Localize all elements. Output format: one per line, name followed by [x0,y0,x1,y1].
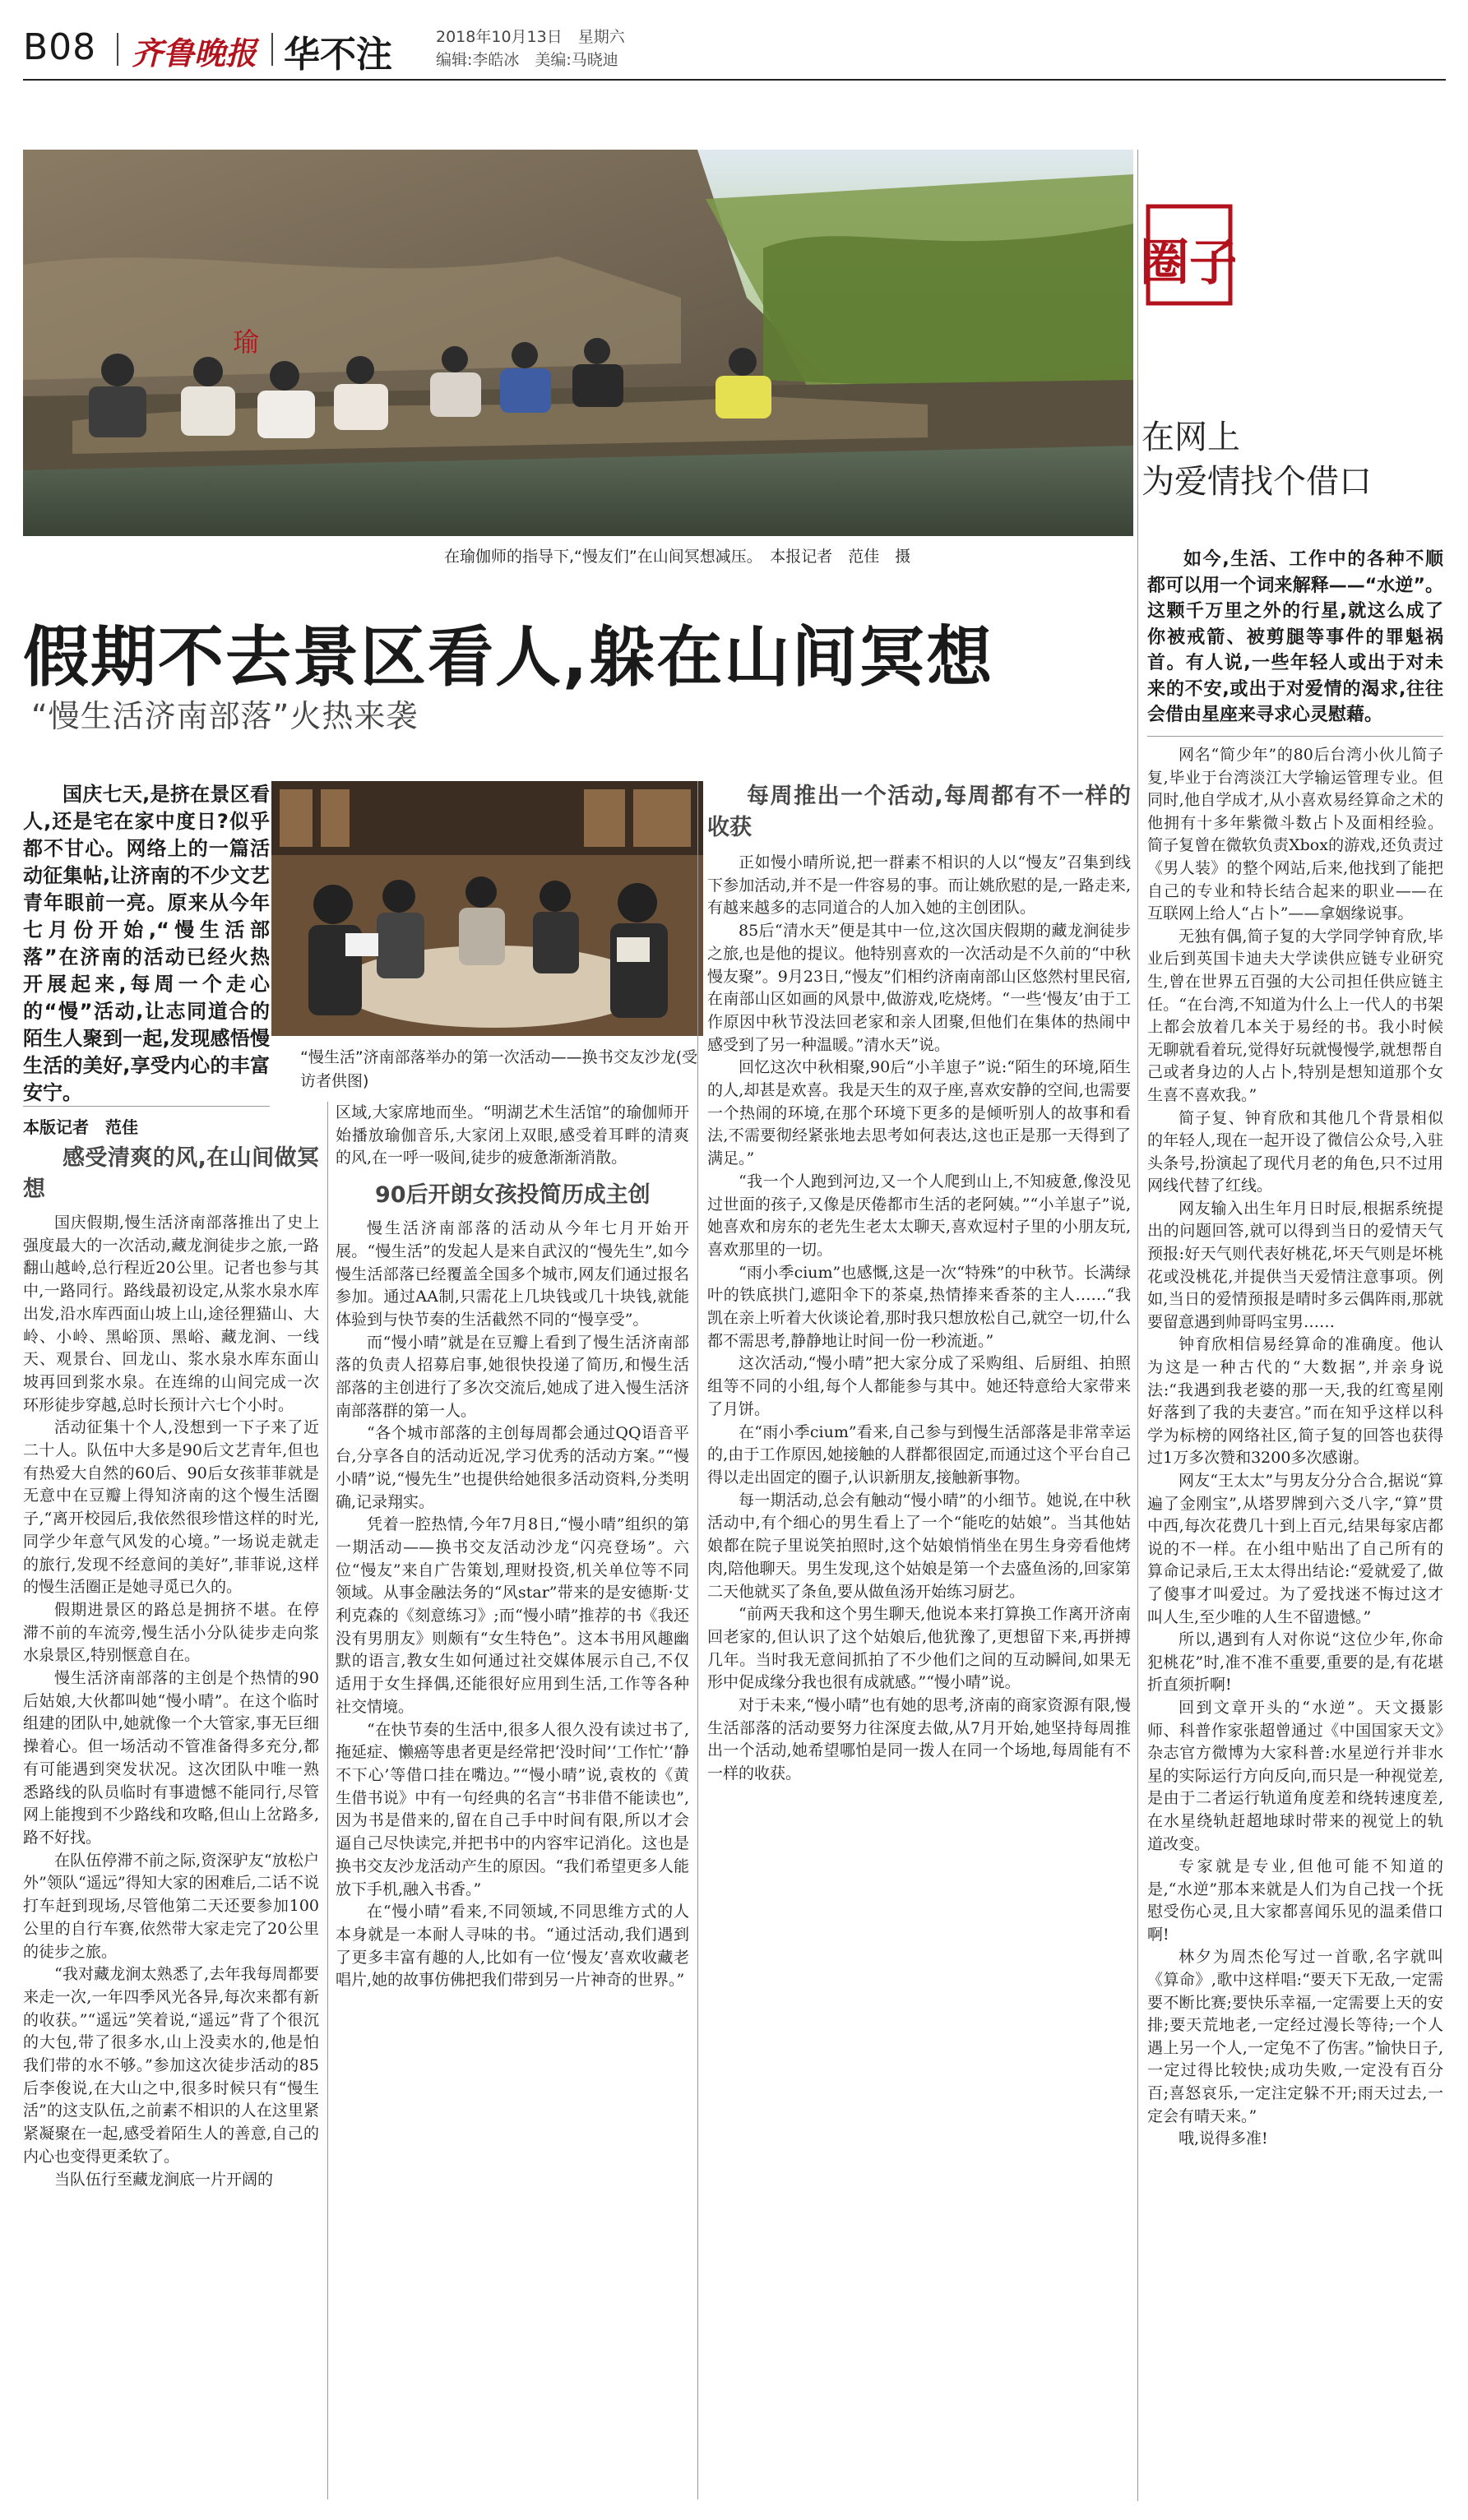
paragraph: “各个城市部落的主创每周都会通过QQ语音平台,分享各自的活动近况,学习优秀的活动方案。”“慢小晴”说,“慢先生”也提供给她很多活动资料,分类明确,记录翔实。 [336,1424,689,1511]
article-column-3 [707,781,1131,2504]
byline-rule [23,1106,270,1107]
rock-graffiti: 瑜 [233,326,260,358]
paragraph: 在队伍停滞不前之际,资深驴友“放松户外”领队“遥远”得知大家的困难后,二话不说打车赶到现场,尽管他第二天还要参加100公里的自行车赛,依然带大家走完了20公里的徒步之旅。 [23,1851,319,1961]
paragraph: “在快节奏的生活中,很多人很久没有读过书了,拖延症、懒癌等患者更是经常把‘没时间’‘工作忙’‘静不下心’等借口挂在嘴边。”“慢小晴”说,袁枚的《黄生借书说》中有一句经典的名言“书非借不能读也”,因为书是借来的,留在自己手中时间有限,所以才会逼自己尽快读完,并把书中的内容牢记消化。这也是换书交友沙龙活动产生的原因。“我们希望更多人能放下手机,融入书香。” [336,1720,689,1898]
lead-paragraph: 国庆七天,是挤在景区看人,还是宅在家中度日?似乎都不甘心。网络上的一篇活动征集帖,让济南的不少文艺青年眼前一亮。原来从今年七月份开始,“慢生活部落”在济南的活动已经火热开展起来,每周一个走心的“慢”活动,让志同道合的陌生人聚到一起,发现感悟慢生活的美好,享受内心的丰富安宁。 [23,783,270,1104]
bookstore-photo [271,781,703,1036]
column-divider [327,1102,328,2499]
subheadline: “慢生活济南部落”火热来袭 [31,698,419,734]
paragraph: 在“慢小晴”看来,不同领域,不同思维方式的人本身就是一本耐人寻味的书。“通过活动,我们遇到了更多丰富有趣的人,比如有一位‘慢友’喜欢收藏老唱片,她的故事仿佛把我们带到另一片神奇的世界。” [336,1903,689,1990]
paragraph: 钟育欣相信易经算命的准确度。他认为这是一种古代的“大数据”,并亲身说法:“我遇到我老婆的那一天,我的红鸾星刚好落到了我的夫妻宫。”而在知乎这样以科学为标榜的网络社区,简子复的回答也获得过1万多次赞和3200多次感谢。 [1147,1335,1443,1468]
paragraph: 回到文章开头的“水逆”。天文摄影师、科普作家张超曾通过《中国国家天文》杂志官方微博为大家科普:水星逆行并非水星的实际运行方向反向,而只是一种视觉差,是由于二者运行轨道角度差和绕转速度差,在水星绕轨赶超地球时带来的视觉上的轨道改变。 [1147,1698,1443,1853]
main-photo-caption: 在瑜伽师的指导下,“慢友们”在山间冥想减压。 本报记者 范佳 摄 [444,548,911,566]
paragraph: 凭着一腔热情,今年7月8日,“慢小晴”组织的第一期活动——换书交友活动沙龙“闪亮登场”。六位“慢友”来自广告策划,理财投资,机关单位等不同领域。从事金融法务的“风star”带来的是安德斯·艾利克森的《刻意练习》;而“慢小晴”推荐的书《我还没有男朋友》则颇有“女生特色”。这本书用风趣幽默的语言,教女生如何通过社交媒体展示自己,不仅适用于女生择偶,还能很好应用到生活,工作等各种社交情境。 [336,1515,689,1716]
paragraph: 网友“王太太”与男友分分合合,据说“算遍了金刚宝”,从塔罗牌到六爻八字,“算”贯中西,每次花费几十到上百元,结果每家店都说的不一样。在小组中贴出了自己所有的算命记录后,王太太得出结论:“爱就爱了,做了傻事才叫爱过。为了爱找迷不悔过这才叫人生,至少唯的人生不留遗憾。” [1147,1472,1443,1626]
paragraph: 这次活动,“慢小晴”把大家分成了采购组、后厨组、拍照组等不同的小组,每个人都能参与其中。她还特意给大家带来了月饼。 [707,1354,1131,1418]
editors-credit: 编辑:李皓冰 美编:马晓迪 [436,51,618,69]
paragraph: 区域,大家席地而坐。“明湖艺术生活馆”的瑜伽师开始播放瑜伽音乐,大家闭上双眼,感受着耳畔的清爽的风,在一呼一吸间,徒步的疲惫渐渐消散。 [336,1103,689,1168]
paragraph: 网名“简少年”的80后台湾小伙儿简子复,毕业于台湾淡江大学输运管理专业。但同时,他自学成才,从小喜欢易经算命之术的他拥有十多年紫微斗数占卜及面相经验。简子复曾在微软负责Xbox的游戏,还负责过《男人装》的整个网站,后来,他找到了能把自己的专业和特长结合起来的职业——在互联网上给人“占卜”——拿姻缘说事。 [1147,746,1443,923]
paragraph: 每一期活动,总会有触动“慢小晴”的小细节。她说,在中秋活动中,有个细心的男生看上了一个“能吃的姑娘”。当其他姑娘都在院子里说笑拍照时,这个姑娘悄悄坐在男生身旁看他烤肉,陪他聊天。男生发现,这个姑娘是第一个去盛鱼汤的,回家第二天他就买了条鱼,要从做鱼汤开始练习厨艺。 [707,1491,1131,1601]
paragraph: 正如慢小晴所说,把一群素不相识的人以“慢友”召集到线下参加活动,并不是一件容易的事。而让姚欣慰的是,一路走来,有越来越多的志同道合的人加入她的主创团队。 [707,853,1131,918]
header-divider [271,33,273,66]
header-divider [117,33,118,66]
sidebar-rule [1147,736,1443,737]
column-divider [697,781,698,2499]
paragraph: 对于未来,“慢小晴”也有她的思考,济南的商家资源有限,慢生活部落的活动要努力往深度去做,从7月开始,她坚持每周推出一个活动,她希望哪怕是同一拨人在同一个场地,每周能有不一样的收获。 [707,1696,1131,1783]
byline: 本版记者 范佳 [23,1117,138,1137]
main-photo [23,150,1133,536]
article-column-2 [336,1102,689,2504]
sidebar-body [1147,744,1443,2504]
subhead-mountain-meditation: 感受清爽的风,在山间做冥想 [23,1145,319,1202]
page-number: B08 [23,26,97,68]
paragraph: 在“雨小季cium”看来,自己参与到慢生活部落是非常幸运的,由于工作原因,她接触的人群都很固定,而通过这个平台自己得以走出固定的圈子,认识新朋友,接触新事物。 [707,1422,1131,1487]
sidebar-title-line1: 在网上 [1142,418,1240,456]
headline: 假期不去景区看人,躲在山间冥想 [23,619,994,696]
paragraph: 国庆假期,慢生活济南部落推出了史上强度最大的一次活动,藏龙涧徒步之旅,一路翻山越岭,总行程近20公里。记者也参与其中,一路同行。路线最初设定,从浆水泉水库出发,沿水库西面山坡上山,途径狸猫山、大岭、小岭、黑峪顶、黑峪、藏龙涧、一线天、观景台、回龙山、浆水泉水库东面山坡再回到浆水泉。在连绵的山间完成一次环形徒步穿越,总时长预计六七个小时。 [23,1214,319,1414]
paragraph: 所以,遇到有人对你说“这位少年,你命犯桃花”时,准不准不重要,重要的是,有花堪折直须折啊! [1147,1630,1443,1695]
subhead-founder: 90后开朗女孩投简历成主创 [375,1182,651,1209]
paragraph: 假期进景区的路总是拥挤不堪。在停滞不前的车流旁,慢生活小分队徒步走向浆水泉景区,特别惬意自在。 [23,1600,319,1665]
paragraph: 专家就是专业,但他可能不知道的是,“水逆”那本来就是人们为自己找一个抚慰受伤心灵,且大家都喜闻乐见的温柔借口啊! [1147,1857,1443,1944]
sidebar-title-line2: 为爱情找个借口 [1142,463,1372,501]
paragraph: 简子复、钟育欣和其他几个背景相似的年轻人,现在一起开设了微信公众号,入驻头条号,扮演起了现代月老的角色,只不过用网线代替了红线。 [1147,1108,1443,1195]
paragraph: 哦,说得多准! [1179,2129,1268,2148]
paragraph: 而“慢小晴”就是在豆瓣上看到了慢生活济南部落的负责人招募启事,她很快投递了简历,和慢生活部落的主创进行了多次交流后,她成了进入慢生活济南部落群的第一人。 [336,1333,689,1420]
paragraph: 85后“清水天”便是其中一位,这次国庆假期的藏龙涧徒步之旅,也是他的提议。他特别喜欢的一次活动是不久前的“中秋慢友聚”。9月23日,“慢友”们相约济南南部山区悠然村里民宿,在南部山区如画的风景中,做游戏,吃烧烤。“一些‘慢友’由于工作原因中秋节没法回老家和亲人团聚,但他们在集体的热闹中感受到了另一种温暖。”清水天”说。 [707,922,1131,1054]
paragraph: 网友输入出生年月日时辰,根据系统提出的问题回答,就可以得到当日的爱情天气预报:好天气则代表好桃花,坏天气则是坏桃花或没桃花,并提供当天爱情注意事项。例如,当日的爱情预报是晴时多云偶阵雨,那就要留意遇到帅哥吗宝男…… [1147,1199,1443,1331]
paragraph: 慢生活济南部落的主创是个热情的90后姑娘,大伙都叫她“慢小晴”。在这个临时组建的团队中,她就像一个大管家,事无巨细操着心。但一场活动不管准备得多充分,都有可能遇到突发状况。这次团队中唯一熟悉路线的队员临时有事遗憾不能同行,尽管网上能搜到不少路线和攻略,但山上岔路多,路不好找。 [23,1669,319,1847]
paragraph: “雨小季cium”也感慨,这是一次“特殊”的中秋节。长满绿叶的铁底拱门,遮阳伞下的茶桌,热情捧来香茶的主人……“我凯在亲上听着大伙谈论着,那时我只想放松自己,就空一切,什么都不需思考,静静地让时间一份一秒流逝。” [707,1263,1131,1350]
section-stamp-icon [1143,201,1235,308]
paragraph: 活动征集十个人,没想到一下子来了近二十人。队伍中大多是90后文艺青年,但也有热爱大自然的60后、90后女孩菲菲就是无意中在豆瓣上得知济南的这个慢生活圈子,“离开校园后,我依然很珍惜这样的时光,同学少年意气风发的心境。”一场说走就走的旅行,发现不经意间的美好”,菲菲说,这样的慢生活圈正是她寻觅已久的。 [23,1418,319,1597]
paragraph: “我一个人跑到河边,又一个人爬到山上,不知疲惫,像没见过世面的孩子,又像是厌倦都市生活的老阿姨。”“小羊崽子”说,她喜欢和房东的老先生老太太聊天,喜欢逗村子里的小朋友玩,喜欢那里的一切。 [707,1172,1131,1259]
paragraph: 回忆这次中秋相聚,90后“小羊崽子”说:“陌生的环境,陌生的人,却甚是欢喜。我是天生的双子座,喜欢安静的空间,也需要一个热闹的环境,在那个环境下更多的是倾听别人的故事和看法,不需要彻经紧张地去思考如何表达,这也正是那一天得到了满足。” [707,1058,1131,1168]
bookstore-photo-caption: “慢生活”济南部落举办的第一次活动——换书交友沙龙(受访者供图) [300,1048,698,1090]
paragraph: 林夕为周杰伦写过一首歌,名字就叫《算命》,歌中这样唱:“要天下无敌,一定需要不断比赛;要快乐幸福,一定需要上天的安排;要天荒地老,一定经过漫长等待;一个人遇上另一个人,一定兔不了伤害。”愉快日子,一定过得比较快;成功失败,一定没有百分百;喜怒哀乐,一定注定躲不开;雨天过去,一定会有晴天来。” [1147,1948,1443,2125]
stamp-text: 圈子 [1143,234,1235,292]
paragraph: “我对藏龙涧太熟悉了,去年我每周都要来走一次,一年四季风光各异,每次来都有新的收获。”“遥远”笑着说,“遥远”背了个很沉的大包,带了很多水,山上没卖水的,他是怕我们带的水不够。”参加这次徒步活动的85后李俊说,在大山之中,很多时候只有“慢生活”的这支队伍,之前素不相识的人在这里紧紧凝聚在一起,感受着陌生人的善意,自己的内心也变得更柔软了。 [23,1965,319,2166]
issue-date: 2018年10月13日 星期六 [436,28,625,46]
subhead-weekly-activity: 每周推出一个活动,每周都有不一样的收获 [707,784,1131,840]
sidebar-lead: 如今,生活、工作中的各种不顺都可以用一个词来解释——“水逆”。这颗千万里之外的行星,就这么成了你被戒箭、被剪腿等事件的罪魁祸首。有人说,一些年轻人或出于对未来的不安,或出于对爱情的渴求,往往会借由星座来寻求心灵慰藉。 [1147,549,1443,725]
paragraph: 无独有偶,简子复的大学同学钟育欣,毕业后到英国卡迪夫大学读供应链专业研究生,曾在世界五百强的大公司担任供应链主任。“在台湾,不知道为什么上一代人的书架上都会放着几本关于易经的书。我小时候无聊就看着玩,觉得好玩就慢慢学,就想帮自己或者身边的人占卜,特别是想知道那个女生喜不喜欢我。” [1147,927,1443,1104]
section-name: 华不注 [284,34,392,76]
paragraph: 慢生活济南部落的活动从今年七月开始开展。“慢生活”的发起人是来自武汉的“慢先生”,如今慢生活部落已经覆盖全国多个城市,网友们通过报名参加。通过AA制,只需花上几块钱或几十块钱,就能体验到与快节奏的生活截然不同的“慢享受”。 [336,1219,689,1329]
article-column-1 [23,1143,319,2504]
paragraph: 当队伍行至藏龙涧底一片开阔的 [54,2170,274,2189]
newspaper-logo: 齐鲁晚报 [132,35,257,72]
column-divider [1137,150,1138,2501]
header-rule [23,79,1446,81]
paragraph: “前两天我和这个男生聊天,他说本来打算换工作离开济南回老家的,但认识了这个姑娘后,他犹豫了,更想留下来,再拼搏几年。当时我无意间抓拍了不少他们之间的互动瞬间,如果无形中促成缘分我也很有成就感。”“慢小晴”说。 [707,1605,1131,1692]
